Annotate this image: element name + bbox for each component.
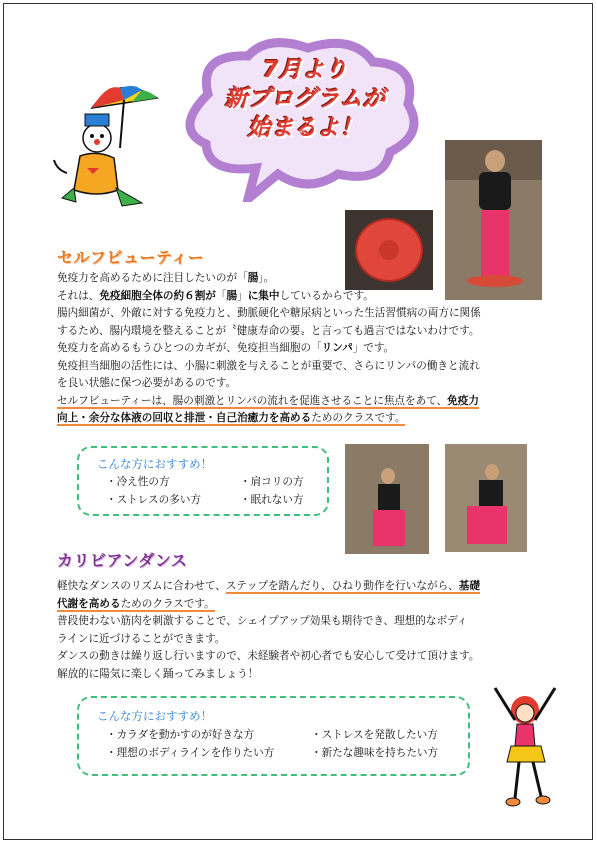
body-line bbox=[57, 393, 547, 411]
text-run: ためのクラスです。 bbox=[311, 412, 406, 424]
text-run: ステップを踏んだり、ひねり動作を行いながら、 bbox=[225, 580, 459, 592]
banner-line-3: 始まるよ！ bbox=[247, 115, 363, 141]
body-line bbox=[57, 340, 547, 358]
text-run: それは、 bbox=[57, 289, 100, 302]
text-run: を良い状態に保つ必要があるのです。 bbox=[57, 377, 237, 389]
body-line bbox=[57, 358, 547, 376]
body-line bbox=[57, 648, 547, 666]
banner-line-1: 7月より bbox=[262, 57, 348, 83]
body-line bbox=[57, 613, 547, 631]
text-run: 」 bbox=[237, 289, 248, 302]
body-line bbox=[57, 578, 547, 596]
recommend-item: ・肩コリの方 bbox=[240, 476, 304, 488]
clown-with-umbrella-illustration bbox=[52, 78, 172, 218]
dance-photo-2 bbox=[445, 444, 527, 552]
text-run: 「 bbox=[215, 289, 227, 302]
text-run: 腸内細菌が、外敵に対する免疫力と、動脈硬化や糖尿病といった生活習慣病の両方に関係 bbox=[57, 307, 481, 319]
body-line bbox=[57, 270, 547, 288]
dancing-woman-illustration bbox=[485, 680, 565, 815]
text-run: ダンスの動きは繰り返し行いますので、未経験者や初心者でも安心して受けて頂けます。 bbox=[57, 650, 480, 662]
body-line bbox=[57, 596, 547, 614]
text-run: ためのクラスです。 bbox=[120, 597, 215, 610]
body-line bbox=[57, 666, 547, 684]
dance-photo-1 bbox=[345, 444, 429, 554]
body-line bbox=[57, 323, 547, 341]
text-run: 代謝を高める bbox=[57, 597, 121, 610]
section-heading-self-beauty: セルフビューティー bbox=[57, 248, 205, 267]
section2-body bbox=[57, 578, 547, 683]
recommend-item: ・ストレスの多い方 bbox=[106, 494, 202, 506]
text-run: しているからです。 bbox=[279, 289, 374, 302]
banner-text bbox=[210, 56, 400, 143]
section1-body bbox=[57, 270, 547, 428]
recommend-title-1: こんな方におすすめ！ bbox=[97, 457, 213, 471]
recommend-item: ・理想のボディラインを作りたい方 bbox=[106, 747, 275, 759]
text-run: 免疫力 bbox=[447, 394, 479, 407]
text-run: 免疫力を高めるために注目したいのが「 bbox=[57, 272, 248, 284]
text-run: 腸 bbox=[226, 289, 238, 302]
text-run: 軽快なダンスのリズムに合わせて、 bbox=[57, 580, 226, 592]
text-run: 」。 bbox=[258, 272, 275, 284]
section-heading-caribbean-dance: カリビアンダンス bbox=[57, 551, 188, 570]
body-line bbox=[57, 305, 547, 323]
text-run: に集中 bbox=[247, 289, 280, 302]
body-line bbox=[57, 410, 547, 428]
text-run: 解放的に陽気に楽しく踊ってみましょう！ bbox=[57, 667, 259, 680]
recommend-title-2: こんな方におすすめ！ bbox=[97, 709, 213, 723]
recommend-item: ・ストレスを発散したい方 bbox=[311, 729, 438, 741]
body-line bbox=[57, 631, 547, 649]
text-run: 普段使わない筋肉を刺激することで、シェイプアップ効果も期待でき、理想的なボディ bbox=[57, 615, 468, 627]
text-run: 腸 bbox=[247, 272, 259, 284]
text-run: 」です。 bbox=[352, 342, 395, 354]
recommend-item: ・新たな趣味を持ちたい方 bbox=[311, 747, 439, 759]
text-run: 免疫担当細胞の活性には、小腸に刺激を与えることが重要で、さらにリンパの働きと流れ bbox=[57, 359, 480, 372]
recommend-item: ・眠れない方 bbox=[240, 494, 304, 506]
text-run: リンパ bbox=[321, 342, 353, 354]
body-line bbox=[57, 375, 547, 393]
banner-line-2: 新プログラムが bbox=[224, 86, 386, 112]
body-line bbox=[57, 288, 547, 306]
text-run: ラインに近づけることができます。 bbox=[57, 632, 226, 645]
text-run: 向上・余分な体液の回収と排泄・自己治癒力を高める bbox=[57, 412, 312, 424]
text-run: 基礎 bbox=[458, 580, 480, 592]
text-run: 免疫細胞全体の約６割が bbox=[99, 289, 216, 302]
text-run: 免疫力を高めるもうひとつのカギが、免疫担当細胞の「 bbox=[57, 342, 322, 354]
text-run: するため、腸内環境を整えることが〝健康寿命の要〟と言っても過言ではないわけです。 bbox=[57, 324, 480, 337]
recommend-item: ・カラダを動かすのが好きな方 bbox=[106, 729, 255, 741]
text-run: セルフビューティーは、腸の刺激とリンパの流れを促進させることに焦点をあて、 bbox=[57, 394, 448, 407]
recommend-item: ・冷え性の方 bbox=[106, 476, 170, 488]
